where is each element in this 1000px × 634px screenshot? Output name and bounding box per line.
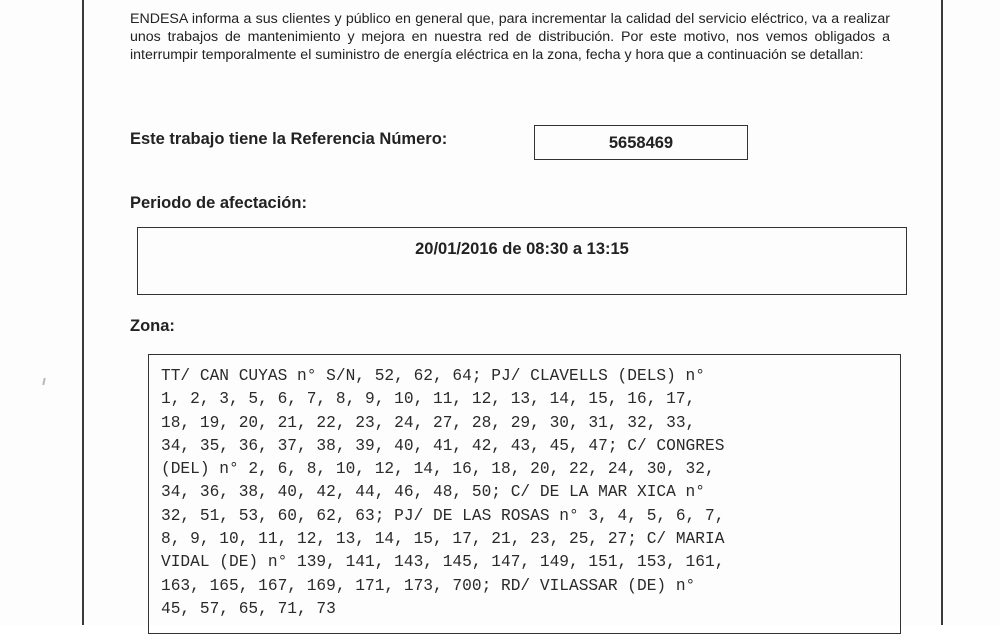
reference-number: 5658469 bbox=[608, 134, 674, 152]
page-frame-right-border bbox=[941, 0, 943, 625]
page-frame-left-border bbox=[82, 0, 84, 625]
reference-label: Este trabajo tiene la Referencia Número: bbox=[130, 130, 448, 148]
reference-number-box bbox=[534, 125, 748, 160]
zone-label: Zona: bbox=[130, 317, 175, 335]
period-box bbox=[137, 227, 907, 295]
period-label: Periodo de afectación: bbox=[130, 194, 307, 212]
period-value: 20/01/2016 de 08:30 a 13:15 bbox=[415, 240, 629, 258]
zone-text: TT/ CAN CUYAS n° S/N, 52, 62, 64; PJ/ CLAVELLS (DELS) n° 1, 2, 3, 5, 6, 7, 8, 9, 10, 11, 12, 13, 14, 15, 16, 17, 18, 19, 20, 21, 22, 23, 24, 27, 28, 29, 30, 31, 32, 33, 34, 35, 36, 37, 38, 39, 40, 41, 42, 43, 45, 47; C/ CONGRES (DEL) n° 2, 6, 8, 10, 12, 14, 16, 18, 20, 22, 24, 30, 32, 34, 36, 38, 40, 42, 44, 46, 48, 50; C/ DE LA MAR XICA n° 32, 51, 53, 60, 62, 63; PJ/ DE LAS ROSAS n° 3, 4, 5, 6, 7, 8, 9, 10, 11, 12, 13, 14, 15, 17, 21, 23, 25, 27; C/ MARIA VIDAL (DE) n° 139, 141, 143, 145, 147, 149, 151, 153, 161, 163, 165, 167, 169, 171, 173, 700; RD/ VILASSAR (DE) n° 45, 57, 65, 71, 73 bbox=[161, 367, 725, 618]
scan-speck bbox=[42, 378, 45, 385]
intro-paragraph: ENDESA informa a sus clientes y público en general que, para incrementar la calidad del servicio eléctrico, va a realizar unos trabajos de mantenimiento y mejora en nuestra red de distribución. Por este motivo, nos vemos obligados a interrumpir temporalmente el suministro de energía eléctrica en la zona, fecha y hora que a continuación se detallan: bbox=[130, 11, 890, 63]
zone-box bbox=[148, 354, 901, 634]
